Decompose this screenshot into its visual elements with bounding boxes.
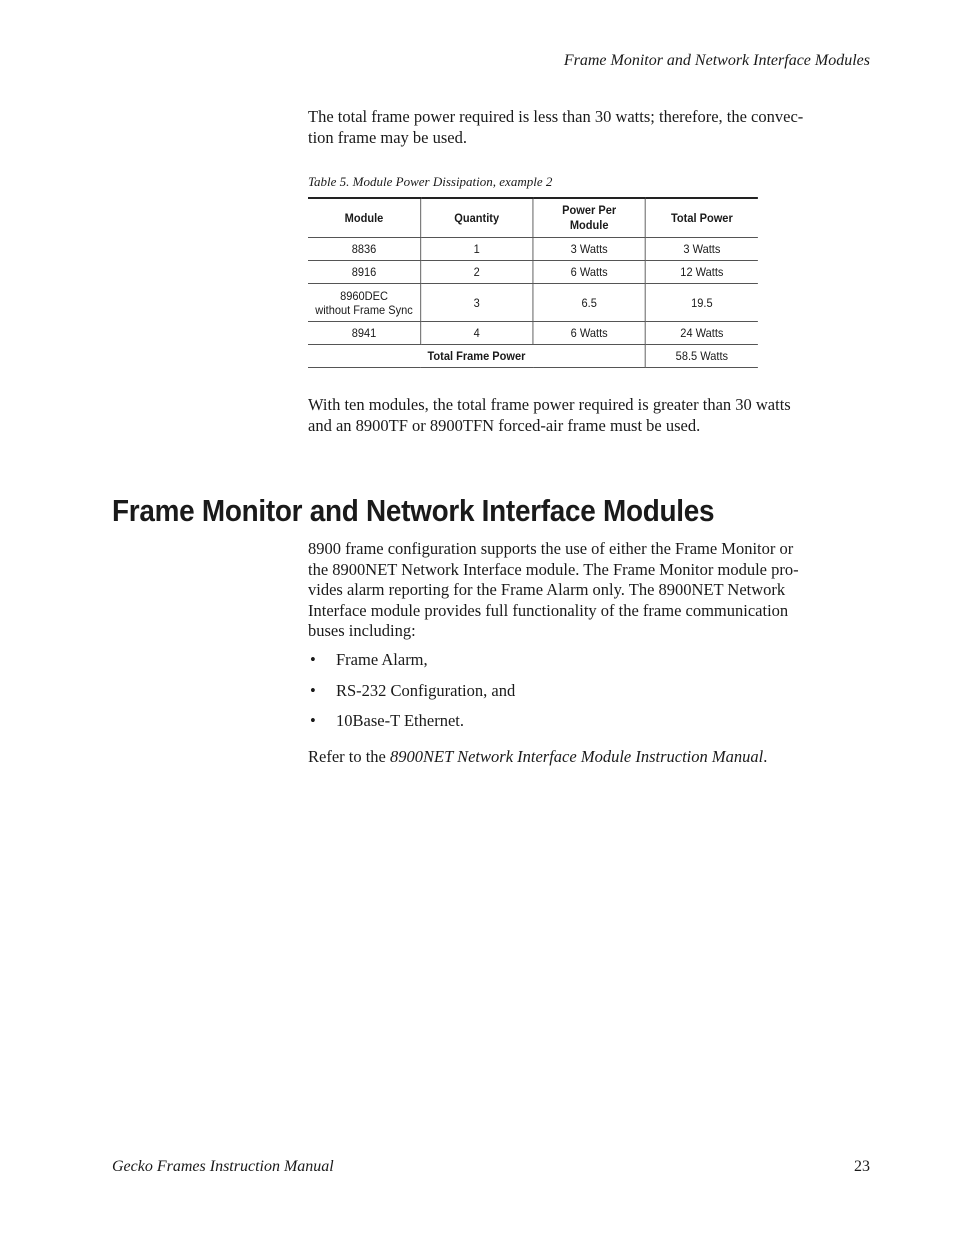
- section-line-2: the 8900NET Network Interface module. The Frame Monitor module pro-: [308, 559, 799, 579]
- section-heading: Frame Monitor and Network Interface Modules: [112, 493, 715, 528]
- page-number: 23: [854, 1158, 870, 1175]
- bullet-icon: •: [310, 650, 316, 669]
- section-line-1: 8900 frame configuration supports the use of either the Frame Monitor or: [308, 539, 794, 558]
- cell-module: 8836: [308, 238, 420, 261]
- cell-quantity: 3: [420, 284, 532, 322]
- list-item: • RS-232 Configuration, and: [310, 680, 516, 700]
- cell-power-per-module: 6 Watts: [533, 261, 645, 284]
- section-line-4: Interface module provides full functionality of the frame communication: [308, 600, 789, 620]
- cell-quantity: 4: [420, 322, 532, 345]
- cell-quantity: 1: [420, 238, 532, 261]
- table-row: [308, 238, 758, 261]
- table-row: [308, 284, 758, 322]
- cell-module: 8916: [308, 261, 420, 284]
- table-row: [308, 322, 758, 345]
- list-item: • 10Base-T Ethernet.: [310, 711, 464, 730]
- manual-reference: 8900NET Network Interface Module Instruction Manual: [390, 747, 764, 766]
- header-module: Module: [308, 198, 420, 238]
- cell-power-per-module: 6.5: [533, 284, 645, 322]
- refer-paragraph: Refer to the 8900NET Network Interface Module Instruction Manual.: [308, 747, 768, 766]
- intro-line-1: The total frame power required is less than 30 watts; therefore, the convec-: [308, 107, 804, 126]
- list-item: • Frame Alarm,: [310, 650, 428, 669]
- footer-manual-title: Gecko Frames Instruction Manual: [112, 1158, 334, 1175]
- section-line-3: vides alarm reporting for the Frame Alarm only. The 8900NET Network: [308, 580, 786, 599]
- cell-total-power: 12 Watts: [645, 261, 757, 284]
- header-power-per-module: Power Per Module: [533, 198, 645, 238]
- table-header-row: [308, 198, 758, 238]
- running-header: Frame Monitor and Network Interface Modules: [563, 52, 870, 69]
- cell-power-per-module: 3 Watts: [533, 238, 645, 261]
- cell-quantity: 2: [420, 261, 532, 284]
- cell-module: 8960DEC without Frame Sync: [308, 284, 420, 322]
- bullet-icon: •: [310, 680, 316, 700]
- bullet-icon: •: [310, 711, 316, 730]
- after-table-line-2: and an 8900TF or 8900TFN forced-air frame must be used.: [308, 415, 701, 435]
- header-total-power: Total Power: [645, 198, 757, 238]
- intro-paragraph: [308, 107, 870, 148]
- after-table-line-1: With ten modules, the total frame power required is greater than 30 watts: [308, 395, 791, 414]
- total-label: Total Frame Power: [308, 345, 645, 368]
- cell-module: 8941: [308, 322, 420, 345]
- table-total-row: [308, 345, 758, 368]
- table-caption: Table 5. Module Power Dissipation, example 2: [308, 174, 553, 189]
- feature-bullet-list: [308, 650, 515, 742]
- section-paragraph: [308, 539, 870, 642]
- cell-total-power: 24 Watts: [645, 322, 757, 345]
- total-value: 58.5 Watts: [645, 345, 757, 368]
- table-row: [308, 261, 758, 284]
- after-table-paragraph: [308, 395, 870, 436]
- cell-total-power: 19.5: [645, 284, 757, 322]
- power-dissipation-table: [308, 197, 758, 368]
- cell-power-per-module: 6 Watts: [533, 322, 645, 345]
- intro-line-2: tion frame may be used.: [308, 127, 467, 147]
- section-line-5: buses including:: [308, 621, 416, 640]
- cell-total-power: 3 Watts: [645, 238, 757, 261]
- header-quantity: Quantity: [420, 198, 532, 238]
